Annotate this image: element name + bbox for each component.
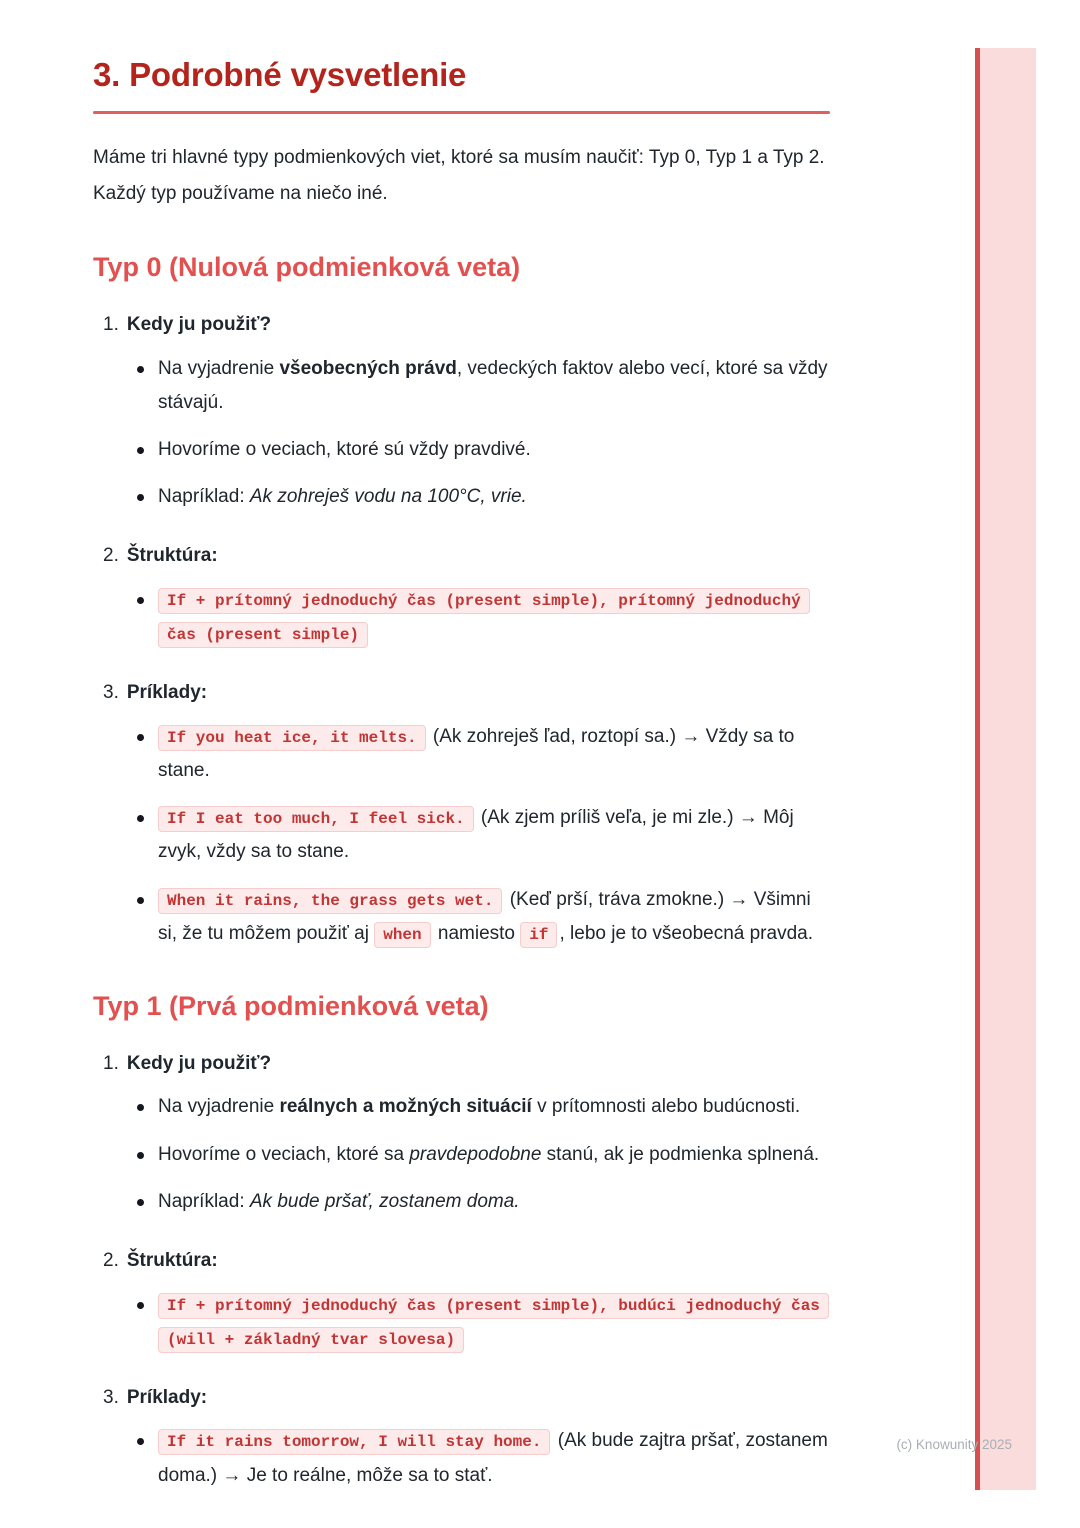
inline-code: If it rains tomorrow, I will stay home. bbox=[158, 1429, 550, 1455]
bullet-item bbox=[93, 480, 830, 514]
item-label: Kedy ju použiť? bbox=[126, 1052, 272, 1074]
text-segment: v prítomnosti alebo budúcnosti. bbox=[531, 1096, 801, 1118]
text-segment: Ak bude pršať, zostanem doma. bbox=[249, 1190, 520, 1212]
text-segment: Na vyjadrenie bbox=[158, 357, 280, 379]
bullet-item bbox=[93, 352, 830, 420]
text-segment: Napríklad: bbox=[158, 1190, 250, 1212]
text-segment: všeobecných právd bbox=[279, 357, 457, 379]
page-margin-band bbox=[975, 48, 1036, 1490]
item-number: 3. bbox=[103, 1386, 119, 1408]
item-label: Príklady: bbox=[126, 1386, 208, 1408]
numbered-item-heading bbox=[93, 679, 830, 708]
inline-code: If + prítomný jednoduchý čas (present simple), budúci jednoduchý čas (will + základný tvar slovesa) bbox=[158, 1293, 829, 1353]
text-segment: (Ak bude zajtra pršať, zostanem doma.) → Je to reálne, môže sa to stať. bbox=[158, 1430, 828, 1486]
text-segment: pravdepodobne bbox=[409, 1143, 542, 1165]
numbered-item-heading bbox=[93, 1384, 830, 1413]
text-segment: stanú, ak je podmienka splnená. bbox=[541, 1143, 820, 1165]
text-segment: , lebo je to všeobecná pravda. bbox=[559, 922, 813, 944]
inline-code: If I eat too much, I feel sick. bbox=[158, 806, 474, 832]
inline-code: When it rains, the grass gets wet. bbox=[158, 888, 502, 914]
numbered-item bbox=[93, 542, 830, 651]
bullet-list bbox=[93, 1288, 830, 1356]
text-segment: reálnych a možných situácií bbox=[279, 1096, 532, 1118]
section-typ-0 bbox=[93, 252, 830, 951]
text-segment: Napríklad: bbox=[158, 486, 250, 508]
item-label: Štruktúra: bbox=[126, 1250, 218, 1271]
bullet-list bbox=[93, 1090, 830, 1219]
bullet-item bbox=[93, 583, 830, 651]
bullet-list bbox=[93, 1424, 830, 1492]
numbered-item-heading bbox=[93, 542, 830, 571]
numbered-item bbox=[93, 1384, 830, 1493]
numbered-item bbox=[93, 679, 830, 951]
item-number: 1. bbox=[103, 314, 119, 336]
item-number: 1. bbox=[103, 1052, 119, 1074]
bullet-item bbox=[93, 883, 830, 951]
bullet-list bbox=[93, 583, 830, 651]
bullet-item bbox=[93, 1090, 830, 1124]
item-number: 2. bbox=[103, 545, 119, 567]
section-typ-1 bbox=[93, 991, 830, 1493]
item-number: 3. bbox=[103, 682, 119, 704]
bullet-item bbox=[93, 1424, 830, 1492]
numbered-item-heading bbox=[93, 1050, 830, 1079]
intro-paragraph: Máme tri hlavné typy podmienkových viet, ktoré sa musím naučiť: Typ 0, Typ 1 a Typ 2. Každý typ používame na niečo iné. bbox=[93, 147, 825, 205]
text-segment: , vedeckých faktov alebo vecí, ktoré sa vždy stávajú. bbox=[158, 357, 828, 413]
item-label: Kedy ju použiť? bbox=[126, 314, 272, 336]
bullet-item bbox=[93, 1288, 830, 1356]
text-segment: Na vyjadrenie bbox=[158, 1096, 280, 1118]
text-segment: (Keď prší, tráva zmokne.) → Všimni si, že tu môžem použiť aj bbox=[158, 888, 811, 944]
bullet-list bbox=[93, 720, 830, 951]
item-number: 2. bbox=[103, 1250, 119, 1271]
inline-code: if bbox=[520, 922, 557, 948]
text-segment: Hovoríme o veciach, ktoré sa bbox=[158, 1143, 410, 1165]
numbered-item-heading bbox=[93, 311, 830, 340]
text-segment: (Ak zohreješ ľad, roztopí sa.) → Vždy sa to stane. bbox=[158, 725, 795, 781]
numbered-item bbox=[93, 1050, 830, 1219]
section-heading: Typ 1 (Prvá podmienková veta) bbox=[93, 990, 489, 1021]
text-segment: (Ak zjem príliš veľa, je mi zle.) → Môj zvyk, vždy sa to stane. bbox=[158, 807, 794, 863]
bullet-item bbox=[93, 433, 830, 467]
item-label: Štruktúra: bbox=[126, 545, 218, 567]
bullet-item bbox=[93, 720, 830, 788]
bullet-item bbox=[93, 1185, 830, 1219]
title-underline bbox=[93, 111, 830, 114]
bullet-list bbox=[93, 352, 830, 515]
numbered-item bbox=[93, 1247, 830, 1356]
section-heading: Typ 0 (Nulová podmienková veta) bbox=[93, 252, 521, 283]
copyright-note: (c) Knowunity 2025 bbox=[896, 1437, 1012, 1452]
inline-code: If + prítomný jednoduchý čas (present simple), prítomný jednoduchý čas (present simple) bbox=[158, 588, 810, 648]
bullet-item bbox=[93, 801, 830, 869]
numbered-item bbox=[93, 311, 830, 514]
text-segment: Ak zohreješ vodu na 100°C, vrie. bbox=[249, 486, 527, 508]
content-area bbox=[93, 56, 830, 1506]
page-title: 3. Podrobné vysvetlenie bbox=[93, 56, 467, 93]
item-label: Príklady: bbox=[126, 682, 208, 704]
inline-code: If you heat ice, it melts. bbox=[158, 725, 426, 751]
numbered-item-heading bbox=[93, 1247, 830, 1276]
bullet-item bbox=[93, 1138, 830, 1172]
inline-code: when bbox=[374, 922, 430, 948]
text-segment: Hovoríme o veciach, ktoré sú vždy pravdivé. bbox=[158, 439, 531, 461]
text-segment: namiesto bbox=[432, 922, 521, 944]
